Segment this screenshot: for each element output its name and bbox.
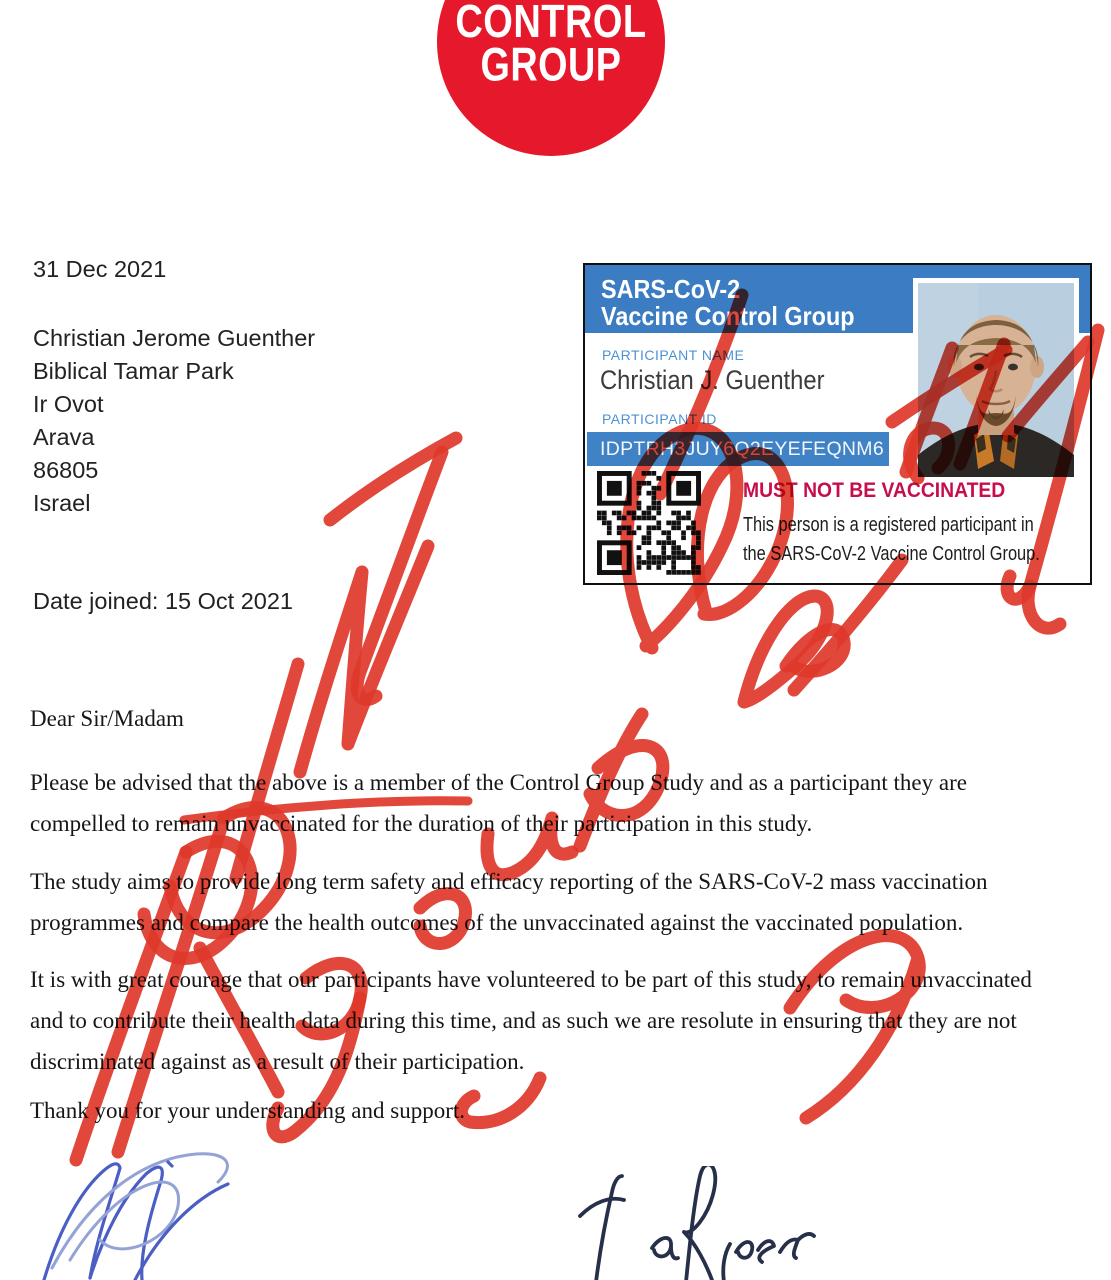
logo-text-line1: CONTROL bbox=[455, 0, 647, 48]
paragraph-line: programmes and compare the health outcomes of the unvaccinated against the vaccinated population. bbox=[30, 910, 964, 935]
card-warning: MUST NOT BE VACCINATED bbox=[743, 479, 1006, 502]
participant-name-label: PARTICIPANT NAME bbox=[602, 347, 745, 363]
card-title-line2: Vaccine Control Group bbox=[601, 301, 855, 331]
recipient-line: 86805 bbox=[33, 457, 99, 483]
recipient-line: Christian Jerome Guenther bbox=[33, 325, 316, 351]
recipient-line: Biblical Tamar Park bbox=[33, 358, 234, 384]
recipient-line: Ir Ovot bbox=[33, 391, 104, 417]
qr-code-icon bbox=[597, 471, 701, 575]
recipient-address bbox=[33, 322, 315, 520]
card-description-line2: the SARS-CoV-2 Vaccine Control Group. bbox=[743, 543, 1040, 565]
recipient-line: Arava bbox=[33, 424, 95, 450]
control-group-logo bbox=[437, 0, 665, 156]
salutation: Dear Sir/Madam bbox=[30, 706, 184, 731]
closing-line: Thank you for your understanding and support. bbox=[30, 1098, 466, 1123]
participant-id-label: PARTICIPANT ID bbox=[602, 411, 717, 427]
participant-name: Christian J. Guenther bbox=[600, 365, 825, 395]
recipient-line: Israel bbox=[33, 490, 91, 516]
paragraph-line: Please be advised that the above is a member of the Control Group Study and as a participant they are bbox=[30, 770, 967, 795]
signature-right bbox=[575, 1166, 835, 1280]
signature-left bbox=[20, 1140, 280, 1280]
participant-id-bar bbox=[587, 432, 889, 466]
paragraph-line: and to contribute their health data during this time, and as such we are resolute in ensuring that they are not bbox=[30, 1008, 1017, 1033]
participant-id-value: IDPTRH3JUY6Q2EYEFEQNM6 bbox=[600, 438, 884, 460]
paragraph-2 bbox=[30, 861, 988, 943]
paragraph-line: It is with great courage that our participants have volunteered to be part of this study, to remain unvaccinated bbox=[30, 967, 1032, 992]
paragraph-line: The study aims to provide long term safety and efficacy reporting of the SARS-CoV-2 mass vaccination bbox=[30, 869, 988, 894]
participant-photo bbox=[913, 278, 1079, 482]
paragraph-line: discriminated against as a result of their participation. bbox=[30, 1049, 525, 1074]
portrait-illustration bbox=[918, 283, 1074, 477]
date-joined: Date joined: 15 Oct 2021 bbox=[33, 588, 293, 614]
participant-id-card bbox=[583, 263, 1092, 585]
logo-text-line2: GROUP bbox=[480, 38, 622, 91]
card-description-line1: This person is a registered participant in bbox=[743, 514, 1034, 536]
paragraph-3 bbox=[30, 959, 1032, 1082]
card-title-line1: SARS-CoV-2 bbox=[601, 274, 741, 304]
paragraph-1 bbox=[30, 762, 967, 844]
paragraph-line: compelled to remain unvaccinated for the duration of their participation in this study. bbox=[30, 811, 813, 836]
letter-date: 31 Dec 2021 bbox=[33, 256, 167, 282]
